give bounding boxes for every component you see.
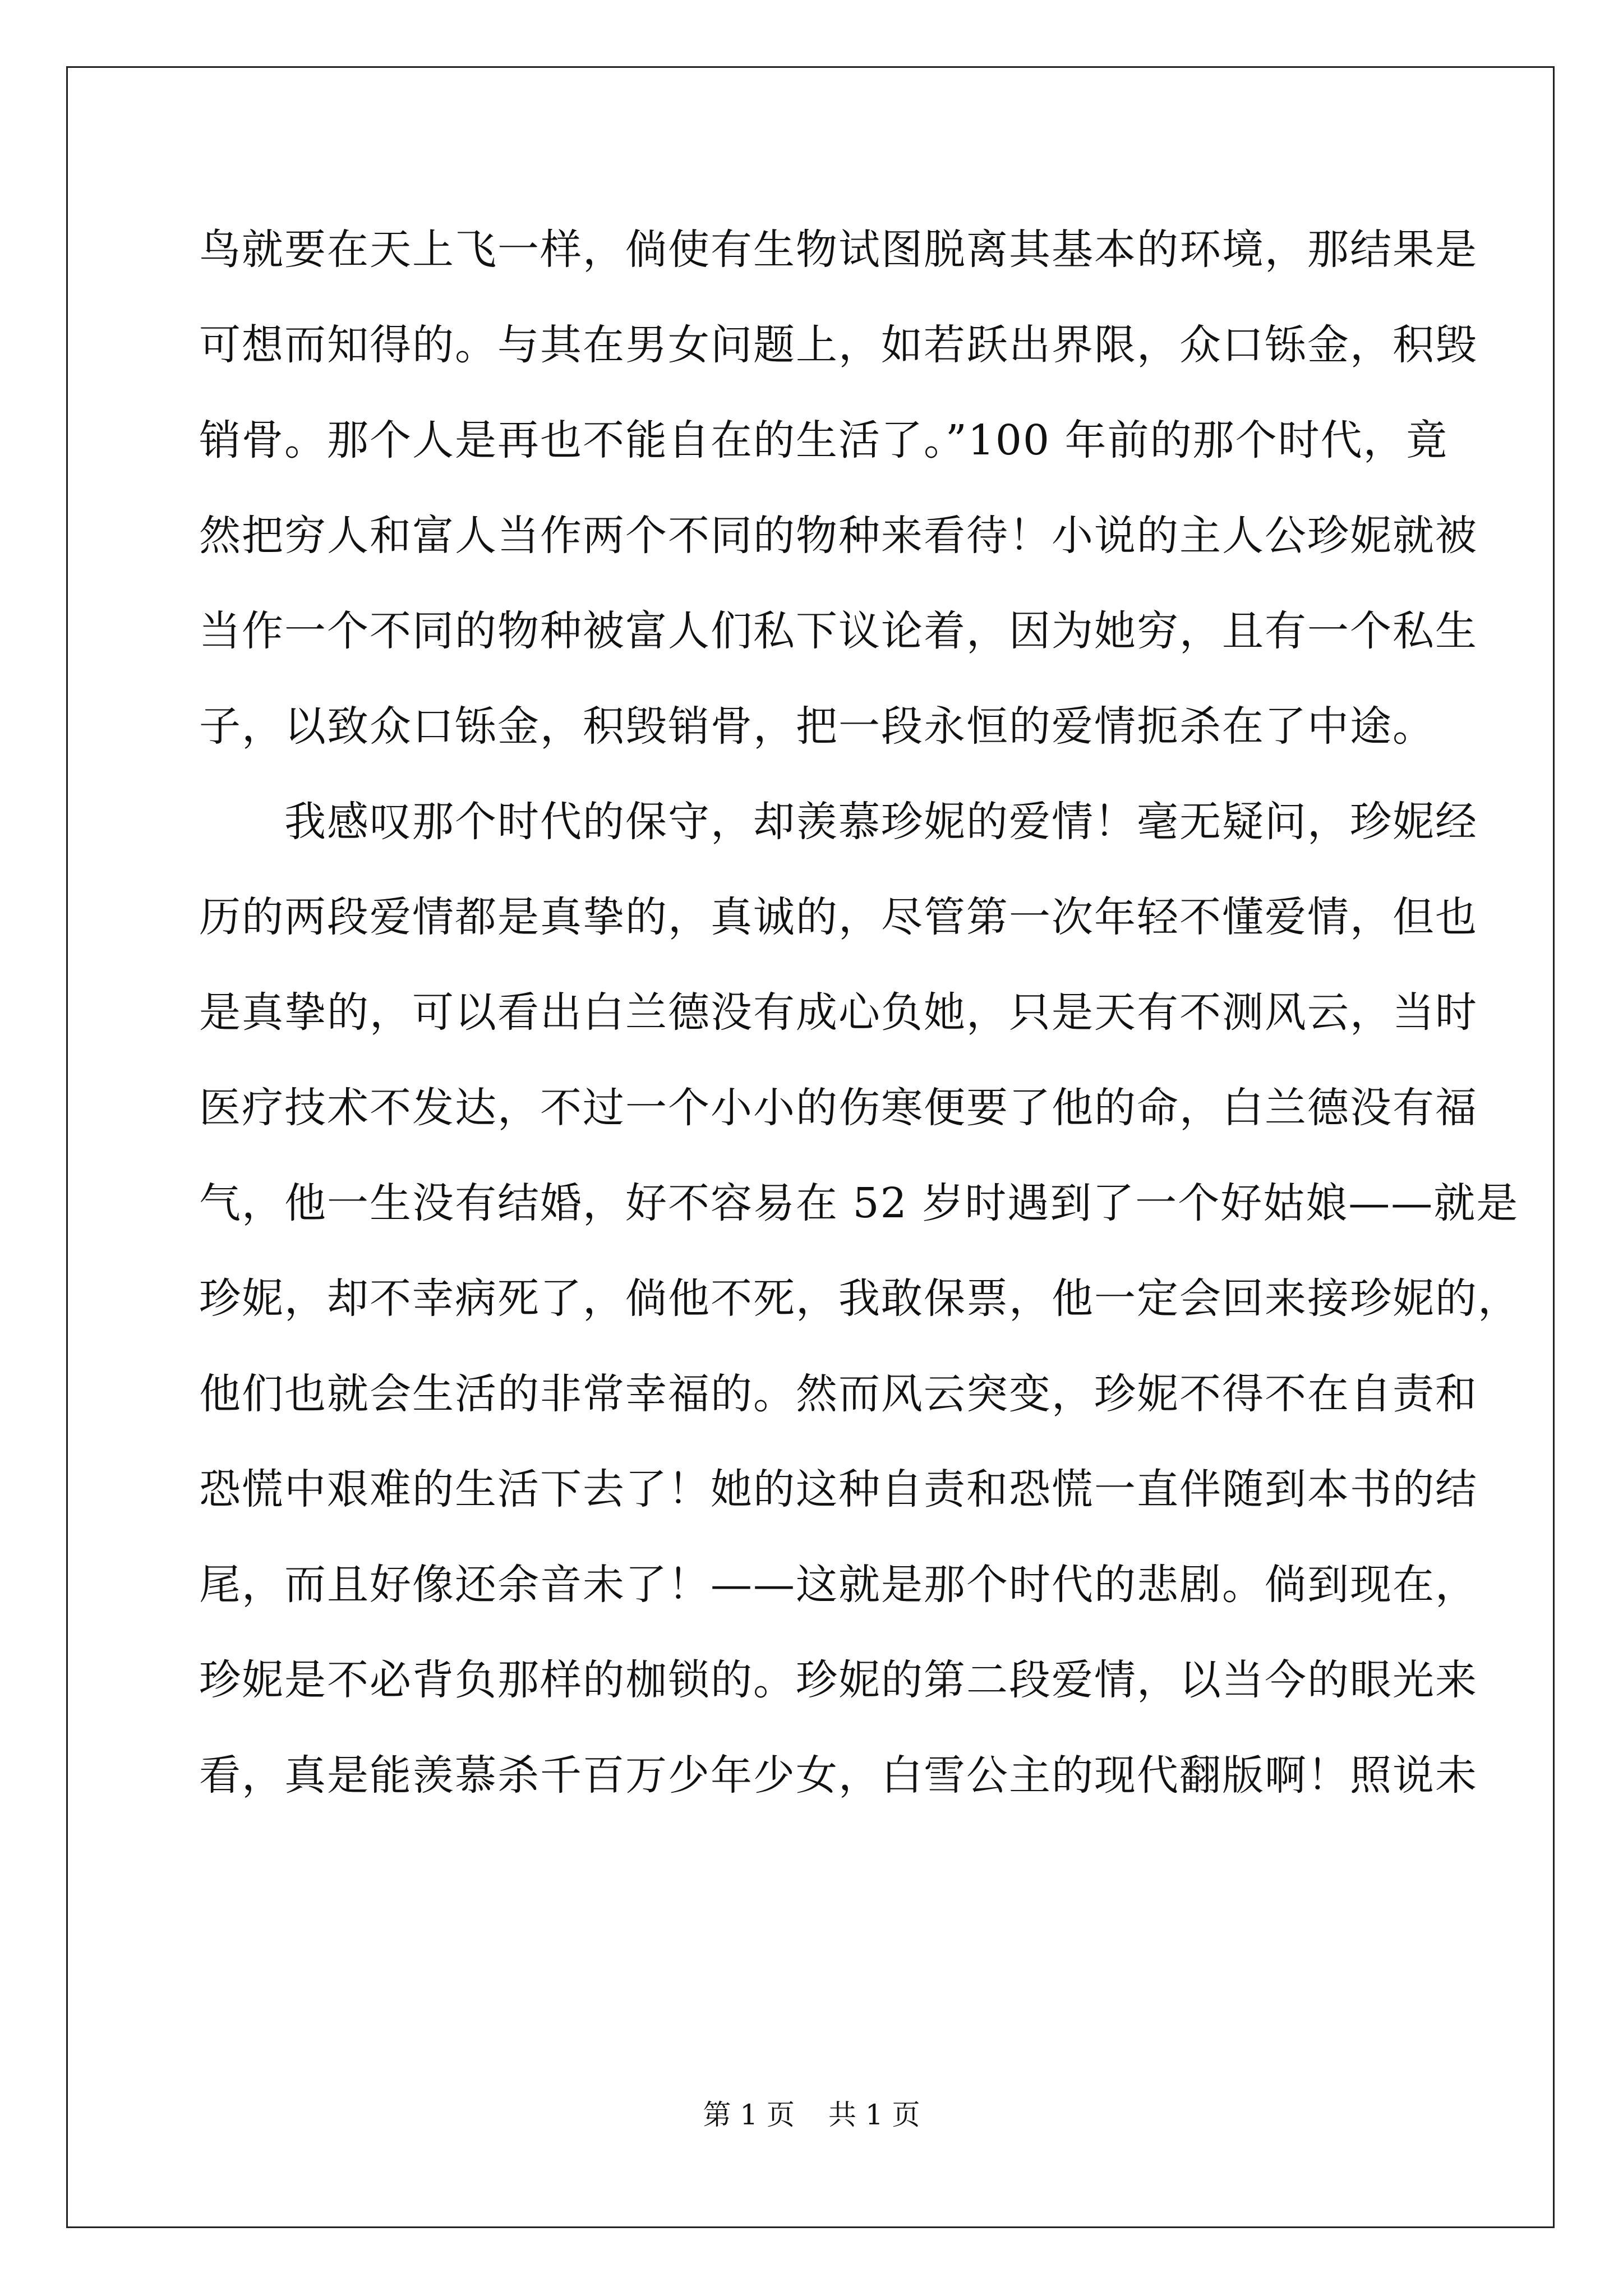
text-line: 当作一个不同的物种被富人们私下议论着，因为她穷，且有一个私生 <box>199 607 1478 655</box>
text-line: 珍妮是不必背负那样的枷锁的。珍妮的第二段爱情，以当今的眼光来 <box>199 1656 1478 1704</box>
page-number-current: 第 1 页 <box>703 2099 795 2131</box>
text-line: 我感叹那个时代的保守，却羡慕珍妮的爱情！毫无疑问，珍妮经 <box>199 798 1478 846</box>
text-line: 医疗技术不发达，不过一个小小的伤寒便要了他的命，白兰德没有福 <box>199 1084 1478 1132</box>
page-number-total: 共 1 页 <box>828 2099 920 2131</box>
text-line: 恐慌中艰难的生活下去了！她的这种自责和恐慌一直伴随到本书的结 <box>199 1465 1478 1513</box>
text-line: 销骨。那个人是再也不能自在的生活了。”100 年前的那个时代，竟 <box>199 416 1449 464</box>
text-line: 历的两段爱情都是真挚的，真诚的，尽管第一次年轻不懂爱情，但也 <box>199 893 1478 941</box>
text-line: 气，他一生没有结婚，好不容易在 52 岁时遇到了一个好姑娘——就是 <box>199 1179 1519 1227</box>
text-line: 可想而知得的。与其在男女问题上，如若跃出界限，众口铄金，积毁 <box>199 321 1478 369</box>
page-footer <box>0 2098 1623 2132</box>
text-line: 看，真是能羡慕杀千百万少年少女，白雪公主的现代翻版啊！照说未 <box>199 1751 1478 1800</box>
document-body <box>199 202 1520 1823</box>
text-line: 然把穷人和富人当作两个不同的物种来看待！小说的主人公珍妮就被 <box>199 512 1478 560</box>
text-line: 是真挚的，可以看出白兰德没有成心负她，只是天有不测风云，当时 <box>199 988 1478 1037</box>
text-line: 鸟就要在天上飞一样，倘使有生物试图脱离其基本的环境，那结果是 <box>199 226 1478 274</box>
text-line: 他们也就会生活的非常幸福的。然而风云突变，珍妮不得不在自责和 <box>199 1370 1478 1418</box>
text-line: 珍妮，却不幸病死了，倘他不死，我敢保票，他一定会回来接珍妮的， <box>199 1274 1520 1323</box>
text-line: 尾，而且好像还余音未了！——这就是那个时代的悲剧。倘到现在， <box>199 1561 1478 1609</box>
text-line: 子，以致众口铄金，积毁销骨，把一段永恒的爱情扼杀在了中途。 <box>199 702 1435 751</box>
